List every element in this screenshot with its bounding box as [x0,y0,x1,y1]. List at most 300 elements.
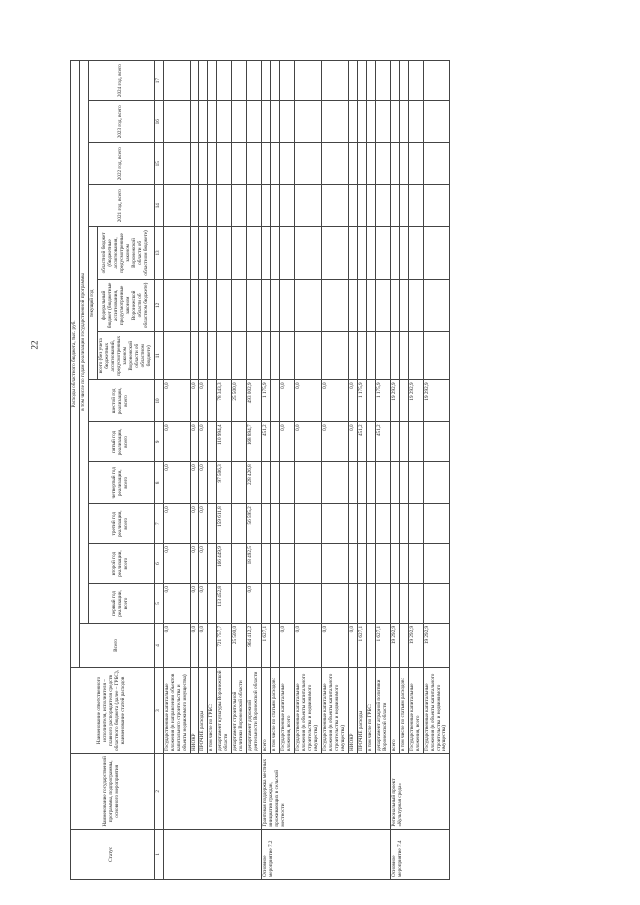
value-cell: 0,0 [163,504,190,544]
value-cell: 721 757,7 [217,623,232,667]
value-cell [399,380,408,422]
empty-cell [262,185,271,227]
empty-cell [375,185,390,227]
value-cell [366,504,375,544]
empty-cell [262,279,271,331]
value-cell [390,504,399,544]
value-cell: 0,0 [295,380,322,422]
value-cell [408,422,423,462]
empty-cell [247,101,262,143]
value-cell [271,380,280,422]
column-number: 1 [154,829,163,879]
empty-cell [348,227,357,279]
value-cell [348,544,357,584]
empty-cell [295,61,322,101]
column-number: 15 [154,143,163,185]
column-number: 5 [154,584,163,624]
value-cell [295,504,322,544]
value-cell [208,623,217,667]
value-cell [232,462,247,504]
empty-cell [199,185,208,227]
empty-cell [348,143,357,185]
empty-cell [280,61,295,101]
value-cell: 451,2 [357,422,366,462]
row-expense-item: Государственные капитальные вложения, всего [408,667,423,753]
empty-cell [348,185,357,227]
value-cell: 56 595,2 [247,504,262,544]
value-cell: 0,0 [190,380,199,422]
value-cell: 0,0 [190,504,199,544]
empty-cell [321,185,348,227]
column-number: 16 [154,101,163,143]
value-cell [390,462,399,504]
row-expense-item: департамент строительной политики Воронежской области [232,667,247,753]
empty-cell [217,279,232,331]
header-y2: второй год реализации, всего [88,544,154,584]
empty-cell [190,227,199,279]
empty-cell [357,227,366,279]
value-cell [366,544,375,584]
value-cell: 78 343,3 [217,380,232,422]
empty-cell [390,227,399,279]
empty-cell [399,227,408,279]
value-cell: 25 500,0 [232,380,247,422]
value-cell: 166 449,9 [217,544,232,584]
empty-cell [232,101,247,143]
empty-cell [390,332,399,380]
empty-cell [390,279,399,331]
row-expense-item: Государственные капитальные вложения (в объекты капитального строительства и недвижимого имущества) [321,667,348,753]
value-cell [366,462,375,504]
value-cell [295,544,322,584]
empty-cell [366,185,375,227]
value-cell [262,504,271,544]
value-cell [366,623,375,667]
value-cell [262,462,271,504]
value-cell: 0,0 [199,462,208,504]
empty-cell [321,332,348,380]
value-cell [408,462,423,504]
value-cell: 0,0 [280,422,295,462]
value-cell [357,462,366,504]
empty-cell [271,143,280,185]
value-cell: 0,0 [190,584,199,624]
empty-cell [280,227,295,279]
value-cell [399,462,408,504]
value-cell [423,544,450,584]
empty-cell [280,185,295,227]
empty-cell [199,332,208,380]
empty-cell [295,279,322,331]
empty-cell [366,332,375,380]
empty-cell [262,61,271,101]
empty-cell [199,101,208,143]
value-cell: 0,0 [199,422,208,462]
value-cell: 0,0 [295,422,322,462]
empty-cell [408,143,423,185]
empty-cell [399,61,408,101]
value-cell: 0,0 [321,380,348,422]
value-cell [271,422,280,462]
value-cell: 0,0 [348,422,357,462]
empty-cell [217,227,232,279]
value-cell [208,544,217,584]
header-budget-title: Расходы областного бюджета, тыс. руб. [71,61,80,668]
value-cell: 19 292,9 [408,380,423,422]
empty-cell [423,227,450,279]
value-cell [399,584,408,624]
value-cell [280,504,295,544]
value-cell [208,422,217,462]
column-number: 4 [154,623,163,667]
empty-cell [321,143,348,185]
value-cell: 19 292,9 [408,623,423,667]
empty-cell [375,227,390,279]
value-cell: 25 500,0 [232,623,247,667]
value-cell: 0,0 [190,544,199,584]
value-cell [366,380,375,422]
value-cell: 0,0 [199,584,208,624]
value-cell [348,504,357,544]
header-2022: 2022 год, всего [88,143,154,185]
empty-cell [232,61,247,101]
value-cell: 0,0 [163,584,190,624]
empty-cell [357,143,366,185]
empty-cell [247,61,262,101]
header-current-total: всего (без учета бюджетных ассигнований, предусмотренных законом Воронежской области об областном бюджете) [97,332,154,380]
empty-cell [271,61,280,101]
header-y1: первый год реализации, всего [88,584,154,624]
empty-cell [390,143,399,185]
empty-cell [408,227,423,279]
empty-cell [247,185,262,227]
empty-cell [399,332,408,380]
empty-cell [357,101,366,143]
value-cell: 964 412,2 [247,623,262,667]
value-cell [408,544,423,584]
header-total: Всего [79,623,154,667]
row-expense-item: Государственные капитальные вложения (в объекты капитального строительства и недвижимого имущества) [423,667,450,753]
value-cell: 0,0 [280,380,295,422]
budget-table-sheet [70,60,615,880]
header-y6: шестой год реализации, всего [88,380,154,422]
empty-cell [232,185,247,227]
value-cell [232,584,247,624]
empty-cell [423,279,450,331]
value-cell [423,422,450,462]
header-federal: федеральный бюджет (бюджетные ассигнования, предусмотренные законом Воронежской области об областном бюджете) [97,279,154,331]
value-cell [271,462,280,504]
empty-cell [190,332,199,380]
empty-cell [163,332,190,380]
empty-cell [295,332,322,380]
value-cell: 0,0 [199,544,208,584]
empty-cell [375,61,390,101]
header-status: Статус [71,829,155,879]
value-cell [295,462,322,504]
column-number: 2 [154,754,163,830]
empty-cell [399,143,408,185]
empty-cell [217,332,232,380]
value-cell [321,544,348,584]
header-y3: третий год реализации, всего [88,504,154,544]
empty-cell [208,143,217,185]
empty-cell [366,61,375,101]
empty-cell [232,332,247,380]
empty-cell [366,227,375,279]
value-cell [348,584,357,624]
empty-cell [295,143,322,185]
table-body [163,61,450,880]
value-cell: 0,0 [321,422,348,462]
value-cell: 0,0 [190,422,199,462]
column-number: 13 [154,227,163,279]
empty-cell [190,143,199,185]
empty-cell [262,332,271,380]
empty-cell [232,279,247,331]
empty-cell [208,101,217,143]
value-cell: 113 452,8 [217,584,232,624]
value-cell [280,544,295,584]
empty-cell [321,101,348,143]
value-cell: 19 292,9 [390,623,399,667]
empty-cell [399,185,408,227]
value-cell [408,504,423,544]
value-cell [232,504,247,544]
empty-cell [357,279,366,331]
value-cell: 1 627,1 [375,623,390,667]
empty-cell [190,61,199,101]
value-cell [357,544,366,584]
empty-cell [208,227,217,279]
empty-cell [375,143,390,185]
empty-cell [163,279,190,331]
empty-cell [271,332,280,380]
empty-cell [375,279,390,331]
value-cell [399,544,408,584]
row-expense-item: НИОКР [190,667,199,753]
empty-cell [348,332,357,380]
value-cell: 1 175,9 [375,380,390,422]
table-row [390,61,399,880]
value-cell [375,504,390,544]
value-cell [390,584,399,624]
row-status: Основное мероприятие 7.4 [390,829,450,879]
empty-cell [208,279,217,331]
value-cell [375,584,390,624]
header-current-year: текущий год [88,227,97,380]
value-cell: 18 492,5 [247,544,262,584]
empty-cell [280,279,295,331]
value-cell [208,462,217,504]
value-cell [399,422,408,462]
value-cell [423,584,450,624]
empty-cell [232,227,247,279]
row-expense-item: Государственные капитальные вложения (в направлении объектов капитального строительства и объекты недвижимого имущества) [163,667,190,753]
value-cell: 0,0 [199,623,208,667]
value-cell: 0,0 [190,462,199,504]
value-cell: 0,0 [163,462,190,504]
empty-cell [399,279,408,331]
empty-cell [262,101,271,143]
empty-cell [247,143,262,185]
value-cell: 0,0 [163,544,190,584]
row-program-name [163,754,262,830]
value-cell: 1 175,9 [357,380,366,422]
row-expense-item: ПРОЧИЕ расходы [357,667,366,753]
value-cell: 0,0 [295,623,322,667]
page-number: 22 [29,340,40,350]
value-cell: 1 627,1 [357,623,366,667]
empty-cell [217,101,232,143]
value-cell [390,544,399,584]
row-expense-item: в том числе по статьям расходов: [271,667,280,753]
empty-cell [357,185,366,227]
row-expense-item: Государственные капитальные вложения, всего [280,667,295,753]
empty-cell [321,61,348,101]
empty-cell [247,332,262,380]
empty-cell [366,143,375,185]
row-status: Основное мероприятие 7.2 [262,829,390,879]
empty-cell [199,227,208,279]
column-number: 14 [154,185,163,227]
empty-cell [321,227,348,279]
empty-cell [423,101,450,143]
empty-cell [199,61,208,101]
value-cell [271,584,280,624]
empty-cell [163,101,190,143]
empty-cell [408,185,423,227]
row-expense-item: Государственные капитальные вложения (в объекты капитального строительства и недвижимого имущества) [295,667,322,753]
empty-cell [190,185,199,227]
empty-cell [366,279,375,331]
empty-cell [163,227,190,279]
value-cell [366,422,375,462]
empty-cell [390,185,399,227]
empty-cell [423,185,450,227]
row-expense-item: всего [390,667,399,753]
empty-cell [247,227,262,279]
value-cell [271,504,280,544]
value-cell: 0,0 [199,504,208,544]
value-cell: 0,0 [190,623,199,667]
empty-cell [271,185,280,227]
value-cell [295,584,322,624]
row-expense-item: НИОКР [348,667,357,753]
value-cell [423,504,450,544]
empty-cell [271,279,280,331]
budget-table [70,60,450,880]
value-cell: 1 627,1 [262,623,271,667]
header-by-years: в том числе по годам реализации государственной программы [79,61,88,624]
empty-cell [217,61,232,101]
value-cell: 168 894,7 [247,422,262,462]
column-number: 12 [154,279,163,331]
empty-cell [208,185,217,227]
empty-cell [247,279,262,331]
empty-cell [262,227,271,279]
value-cell [208,504,217,544]
empty-cell [190,101,199,143]
row-expense-item: ПРОЧИЕ расходы [199,667,208,753]
empty-cell [357,332,366,380]
value-cell [408,584,423,624]
value-cell: 159 611,8 [217,504,232,544]
row-program-name: Грантовая поддержка местных инициатив граждан, проживающих в сельской местности [262,754,390,830]
value-cell [375,462,390,504]
empty-cell [271,101,280,143]
header-2023: 2023 год, всего [88,101,154,143]
value-cell: 19 292,9 [423,380,450,422]
empty-cell [280,332,295,380]
value-cell: 0,0 [280,623,295,667]
value-cell [366,584,375,624]
empty-cell [408,101,423,143]
empty-cell [217,143,232,185]
empty-cell [321,279,348,331]
empty-cell [163,185,190,227]
value-cell: 0,0 [163,380,190,422]
value-cell: 0,0 [348,623,357,667]
empty-cell [232,143,247,185]
value-cell [321,584,348,624]
value-cell [262,584,271,624]
value-cell [262,544,271,584]
value-cell [232,544,247,584]
value-cell [321,462,348,504]
value-cell: 0,0 [163,422,190,462]
value-cell [375,544,390,584]
empty-cell [423,332,450,380]
column-number: 8 [154,462,163,504]
empty-cell [262,143,271,185]
empty-cell [295,227,322,279]
value-cell [280,584,295,624]
empty-cell [271,227,280,279]
value-cell [232,422,247,462]
empty-cell [190,279,199,331]
row-expense-item: всего [262,667,271,753]
header-2021: 2021 год, всего [88,185,154,227]
column-number: 17 [154,61,163,101]
empty-cell [199,279,208,331]
header-program-name: Наименование государственной программы, подпрограммы, основного мероприятия [71,754,155,830]
empty-cell [199,143,208,185]
value-cell: 0,0 [199,380,208,422]
value-cell: 451,2 [375,422,390,462]
value-cell: 97 506,3 [217,462,232,504]
empty-cell [280,101,295,143]
empty-cell [295,185,322,227]
row-status [163,829,262,879]
value-cell [208,380,217,422]
value-cell: 110 994,4 [217,422,232,462]
empty-cell [208,61,217,101]
column-number: 6 [154,544,163,584]
value-cell [271,623,280,667]
value-cell [390,422,399,462]
value-cell: 493 002,9 [247,380,262,422]
column-numbers-row [154,61,163,880]
empty-cell [357,61,366,101]
column-number: 10 [154,380,163,422]
empty-cell [295,101,322,143]
value-cell [399,623,408,667]
empty-cell [375,101,390,143]
empty-cell [348,101,357,143]
value-cell [321,504,348,544]
value-cell: 1 175,9 [262,380,271,422]
